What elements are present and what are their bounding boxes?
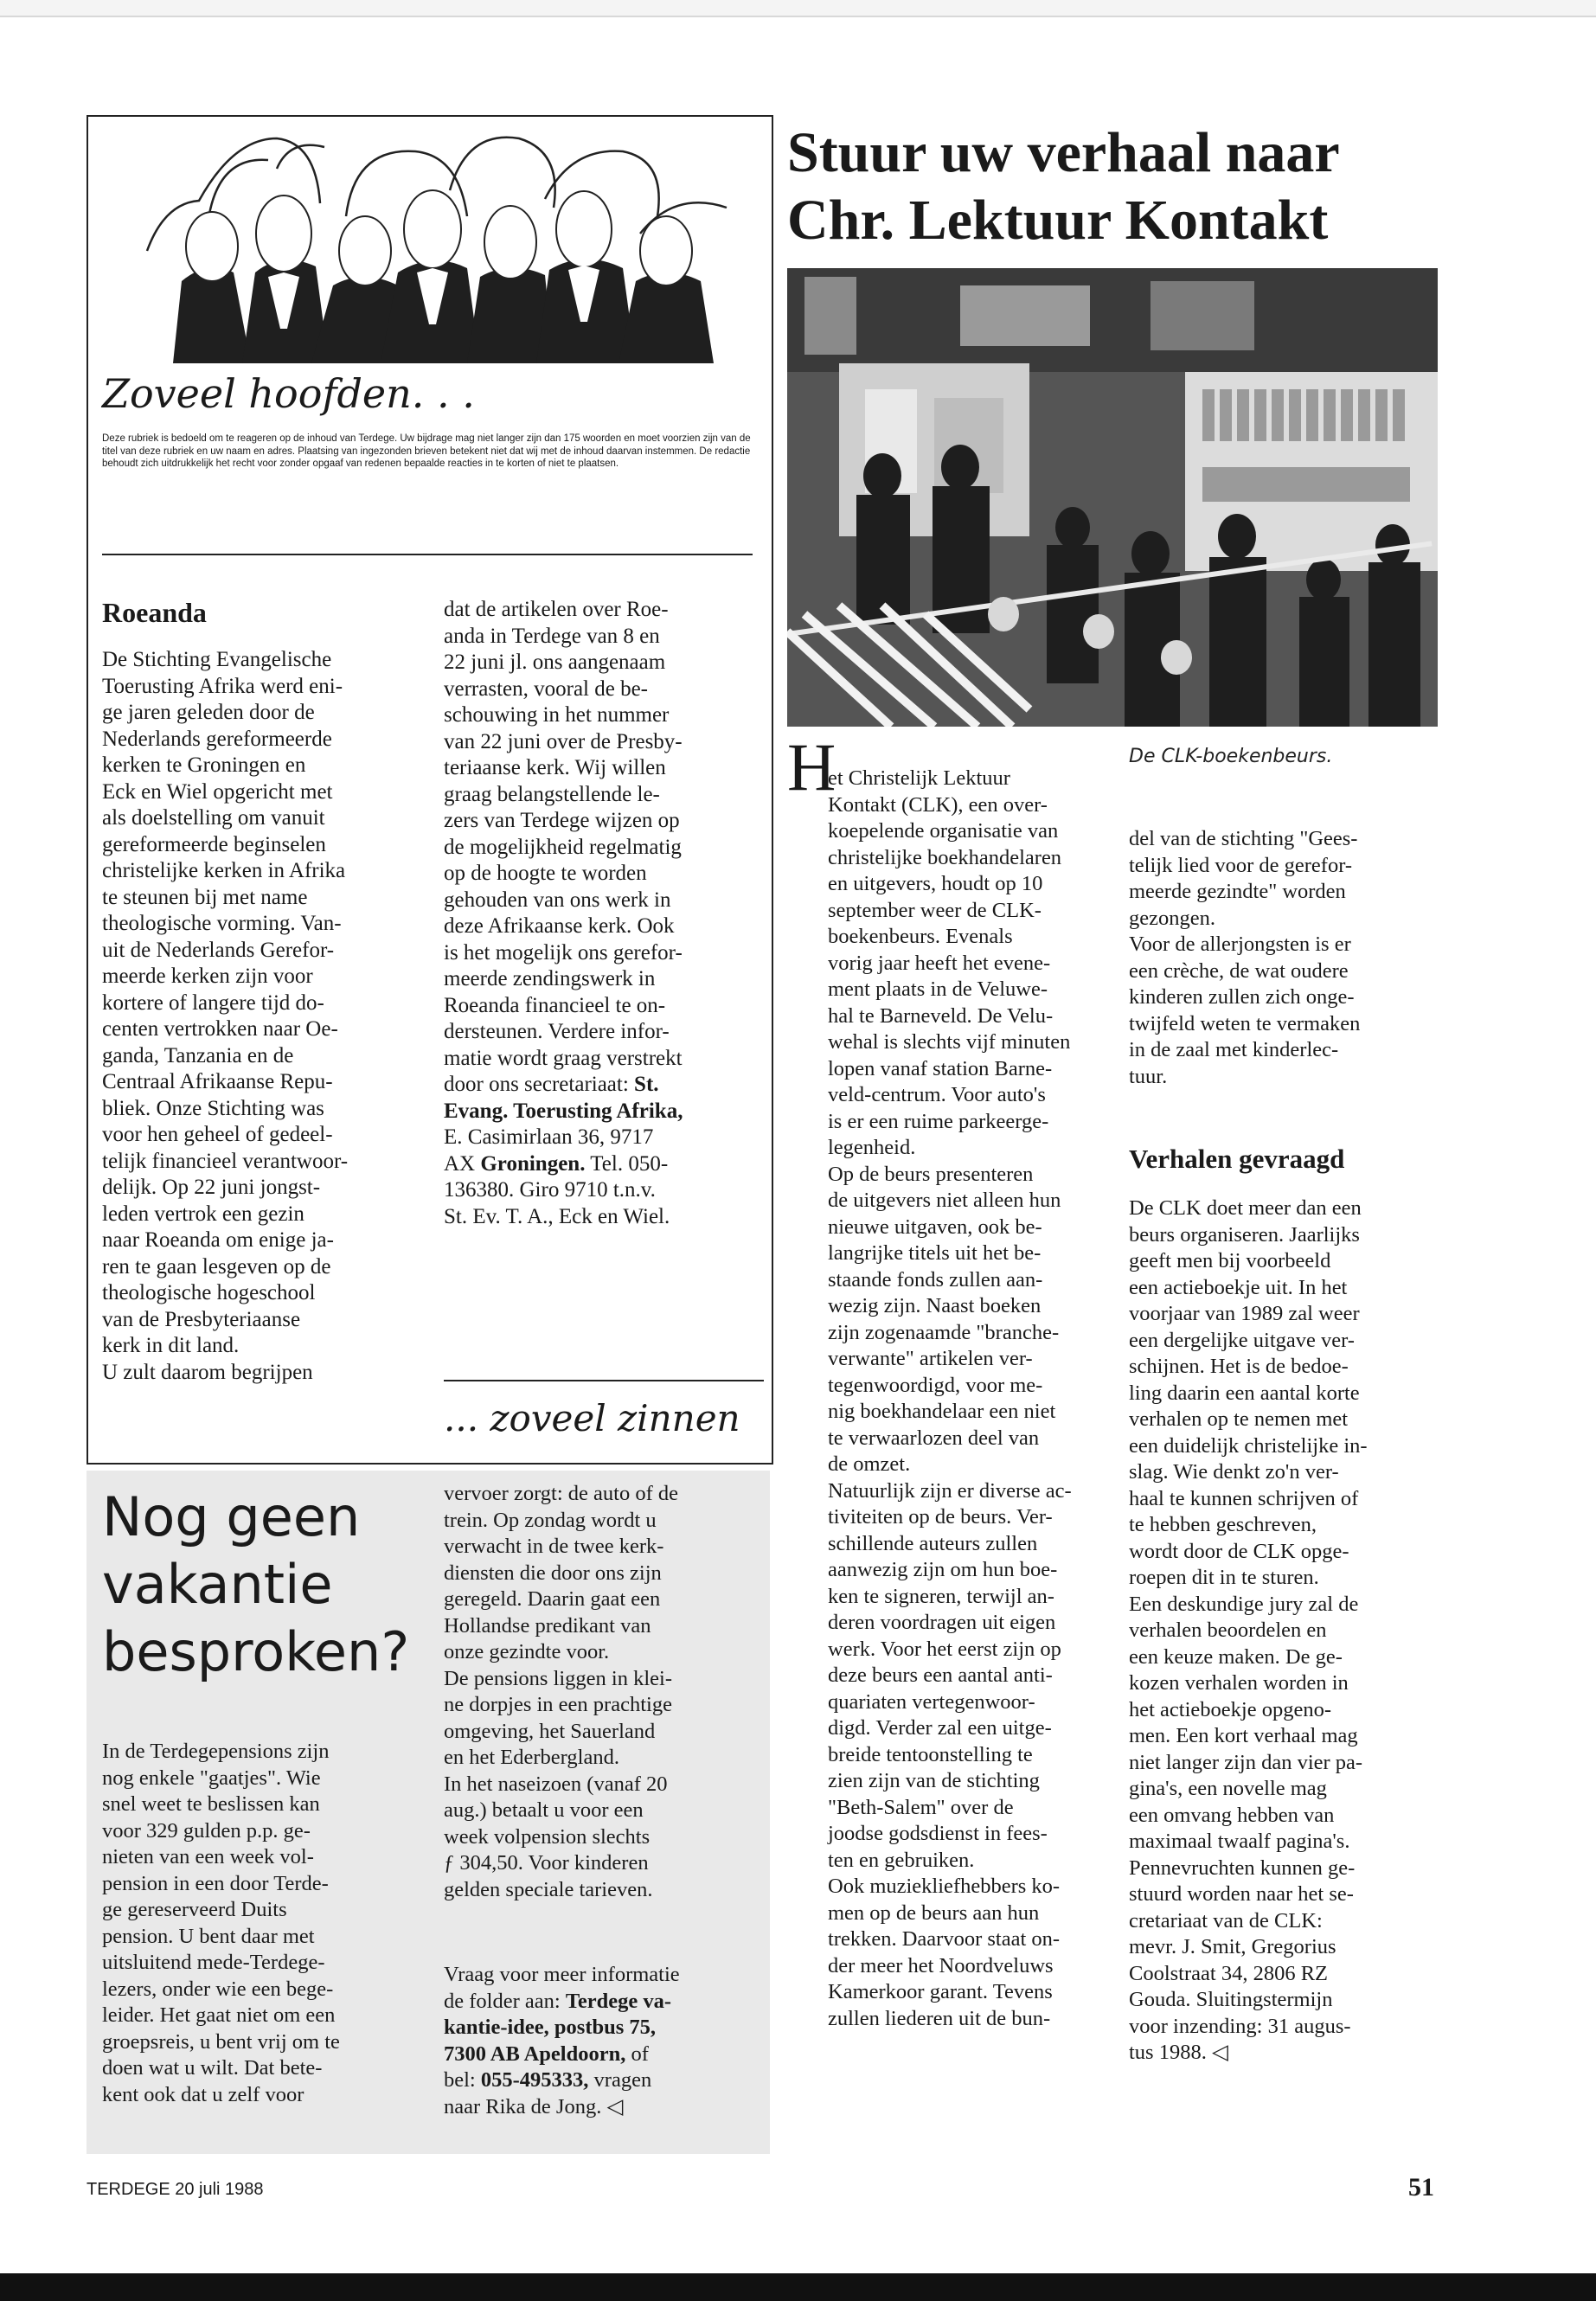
article-title-line-2: Chr. Lektuur Kontakt [787,189,1329,252]
crowd-of-heads-drawing-icon [138,121,744,363]
roeanda-column-2 [444,597,766,1230]
roeanda-address-name: St. Evang. Toerusting Afrika, [444,1073,683,1123]
vacation-contact-phone: 055-495333, [480,2068,589,2092]
zinnen-divider [444,1380,764,1381]
article-title [787,119,1566,254]
vacation-contact-call: of bel: [444,2041,649,2092]
roeanda-column-2-text: dat de artikelen over Roe- anda in Terdege van 8 en 22 juni jl. ons aangenaam verrasten, vooral de be- schouwing in het nummer van 22 juni over de Presby- teriaanse kerk. Wij willen graag belangstellende le- zers van Terdege wijzen op de mogelijkheid regelmatig op de hoogte te worden gehouden van ons werk in deze Afrikaanse kerk. Ook is het mogelijk ons gerefor- meerde zendingswerk in Roeanda financieel te on- dersteunen. Verdere infor- matie wordt graag verstrekt door ons secretariaat: [444,598,683,1096]
letters-section-intro: Deze rubriek is bedoeld om te reageren op de inhoud van Terdege. Uw bijdrage mag niet langer zijn dan 175 woorden en moet voorzien zijn van de titel van deze rubriek en uw naam en adres. Plaatsing van ingezonden brieven betekent niet dat wij met de inhoud daarvan instemmen. De redactie behoudt zich uitdrukkelijk het recht voor zonder opgaaf van redenen bepaalde reacties in te korten of niet te plaatsen. [102,433,751,469]
roeanda-address-city: Groningen. [480,1151,586,1176]
clk-column-2: del van de stichting "Gees- telijk lied voor de gerefor- meerde gezindte" worden gezongen. Voor de allerjongsten is er een crèche, de wat oudere kinderen zullen zich onge- twijfeld weten te vermaken in de zaal met kinderlec- tuur. [1129,827,1361,1088]
page-top-edge [0,0,1596,17]
page-number: 51 [1408,2173,1434,2202]
roeanda-address-contact: Tel. 050- 136380. Giro 9710 t.n.v. St. Ev. T. A., Eck en Wiel. [444,1151,670,1228]
drop-cap: H [787,729,836,804]
roeanda-heading: Roeanda [102,597,207,628]
vacation-contact-person: vragen naar Rika de Jong. ◁ [444,2068,652,2118]
clk-column-2b: De CLK doet meer dan een beurs organiseren. Jaarlijks geeft men bij voorbeeld een actieboekje uit. In het voorjaar van 1989 zal weer een dergelijke uitgave ver- schijnen. Het is de bedoe- ling daarin een aantal korte verhalen op te nemen met een duidelijk christelijke in- slag. Wie denkt zo'n ver- haal te kunnen schrijven of te hebben geschreven, wordt door de CLK opge- roepen dit in te sturen. Een deskundige jury zal de verhalen beoordelen en een keuze maken. De ge- kozen verhalen worden in het actieboekje opgeno- men. Een kort verhaal mag niet langer zijn dan vier pa- gina's, een novelle mag een omvang hebben van maximaal twaalf pagina's. Pennevruchten kunnen ge- stuurd worden naar het se- cretariaat van de CLK: mevr. J. Smit, Gregorius Coolstraat 34, 2806 RZ Gouda. Sluitingstermijn voor inzending: 31 augus- tus 1988. ◁ [1129,1196,1368,2064]
page-bottom-edge [0,2273,1596,2301]
article-title-line-1: Stuur uw verhaal naar [787,121,1340,184]
book-fair-crowd-photo-icon [787,268,1438,727]
vacation-contact-text: Vraag voor meer informatie de folder aan: [444,1963,680,2013]
roeanda-address-street: E. Casimirlaan 36, 9717 AX [444,1125,654,1176]
verhalen-heading: Verhalen gevraagd [1129,1144,1345,1174]
vacation-contact-address: Terdege va- kantie-idee, postbus 75, 7300 AB Apeldoorn, [444,1989,672,2066]
letters-section-subtitle: ... zoveel zinnen [444,1397,740,1439]
vacation-column-1: In de Terdegepensions zijn nog enkele "gaatjes". Wie snel weet te beslissen kan voor 329 gulden p.p. ge- nieten van een week vol- pension in een door Terde- ge gereserveerd Duits pension. U bent daar met uitsluitend mede-Terdege- lezers, onder wie een bege- leider. Het gaat niet om een groepsreis, u bent vrij om te doen wat u wilt. Dat bete- kent ook dat u zelf voor [102,1740,340,2106]
photo-caption: De CLK-boekenbeurs. [1129,746,1333,767]
roeanda-column-1: De Stichting Evangelische Toerusting Afrika werd eni- ge jaren geleden door de Nederlands gereformeerde kerken te Groningen en Eck en Wiel opgericht met als doelstelling om vanuit gereformeerde beginselen christelijke kerken in Afrika te steunen bij met name theologische vorming. Van- uit de Nederlands Gerefor- meerde kerken zijn voor kortere of langere tijd do- centen vertrokken naar Oe- ganda, Tanzania en de Centraal Afrikaanse Repu- bliek. Onze Stichting was voor hen geheel of gedeel- telijk financieel verantwoor- delijk. Op 22 juni jongst- leden vertrok een gezin naar Roeanda om enige ja- ren te gaan lesgeven op de theologische hogeschool van de Presbyteriaanse kerk in dit land. U zult daarom begrijpen [102,648,349,1384]
intro-divider [102,554,753,555]
letters-section-title: Zoveel hoofden. . . [102,370,475,417]
footer-publication: TERDEGE 20 juli 1988 [87,2180,264,2199]
clk-column-1: et Christelijk Lektuur Kontakt (CLK), een over- koepelende organisatie van christelijke boekhandelaren en uitgevers, houdt op 10 september weer de CLK- boekenbeurs. Evenals vorig jaar heeft het evene- ment plaats in de Veluwe- hal te Barneveld. De Velu- wehal is slechts vijf minuten lopen vanaf station Barne- veld-centrum. Voor auto's is er een ruime parkeerge- legenheid. Op de beurs presenteren de uitgevers niet alleen hun nieuwe uitgaven, ook be- langrijke titels uit het be- staande fonds zullen aan- wezig zijn. Naast boeken zijn zogenaamde "branche- verwante" artikelen ver- tegenwoordigd, voor me- nig boekhandelaar een niet te verwaarlozen deel van de omzet. Natuurlijk zijn er diverse ac- tiviteiten op de beurs. Ver- schillende auteurs zullen aanwezig zijn om hun boe- ken te signeren, terwijl an- deren voordragen uit eigen werk. Voor het eerst zijn op deze beurs een aantal anti- quariaten vertegenwoor- digd. Verder zal een uitge- breide tentoonstelling te zien zijn van de stichting "Beth-Salem" over de joodse godsdienst in fees- ten en gebruiken. Ook muziekliefhebbers ko- men op de beurs aan hun trekken. Daarvoor staat on- der meer het Noordveluws Kamerkoor garant. Tevens zullen liederen uit de bun- [828,766,1072,2030]
vacation-heading: Nog geen vakantie besproken? [102,1485,410,1683]
vacation-contact [444,1962,766,2120]
vacation-column-2: vervoer zorgt: de auto of de trein. Op zondag wordt u verwacht in de twee kerk- diensten die door ons zijn geregeld. Daarin gaat een Hollandse predikant van onze gezindte voor. De pensions liggen in klei- ne dorpjes in een prachtige omgeving, het Sauerland en het Ederbergland. In het naseizoen (vanaf 20 aug.) betaalt u voor een week volpension slechts ƒ 304,50. Voor kinderen gelden speciale tarieven. [444,1482,678,1901]
